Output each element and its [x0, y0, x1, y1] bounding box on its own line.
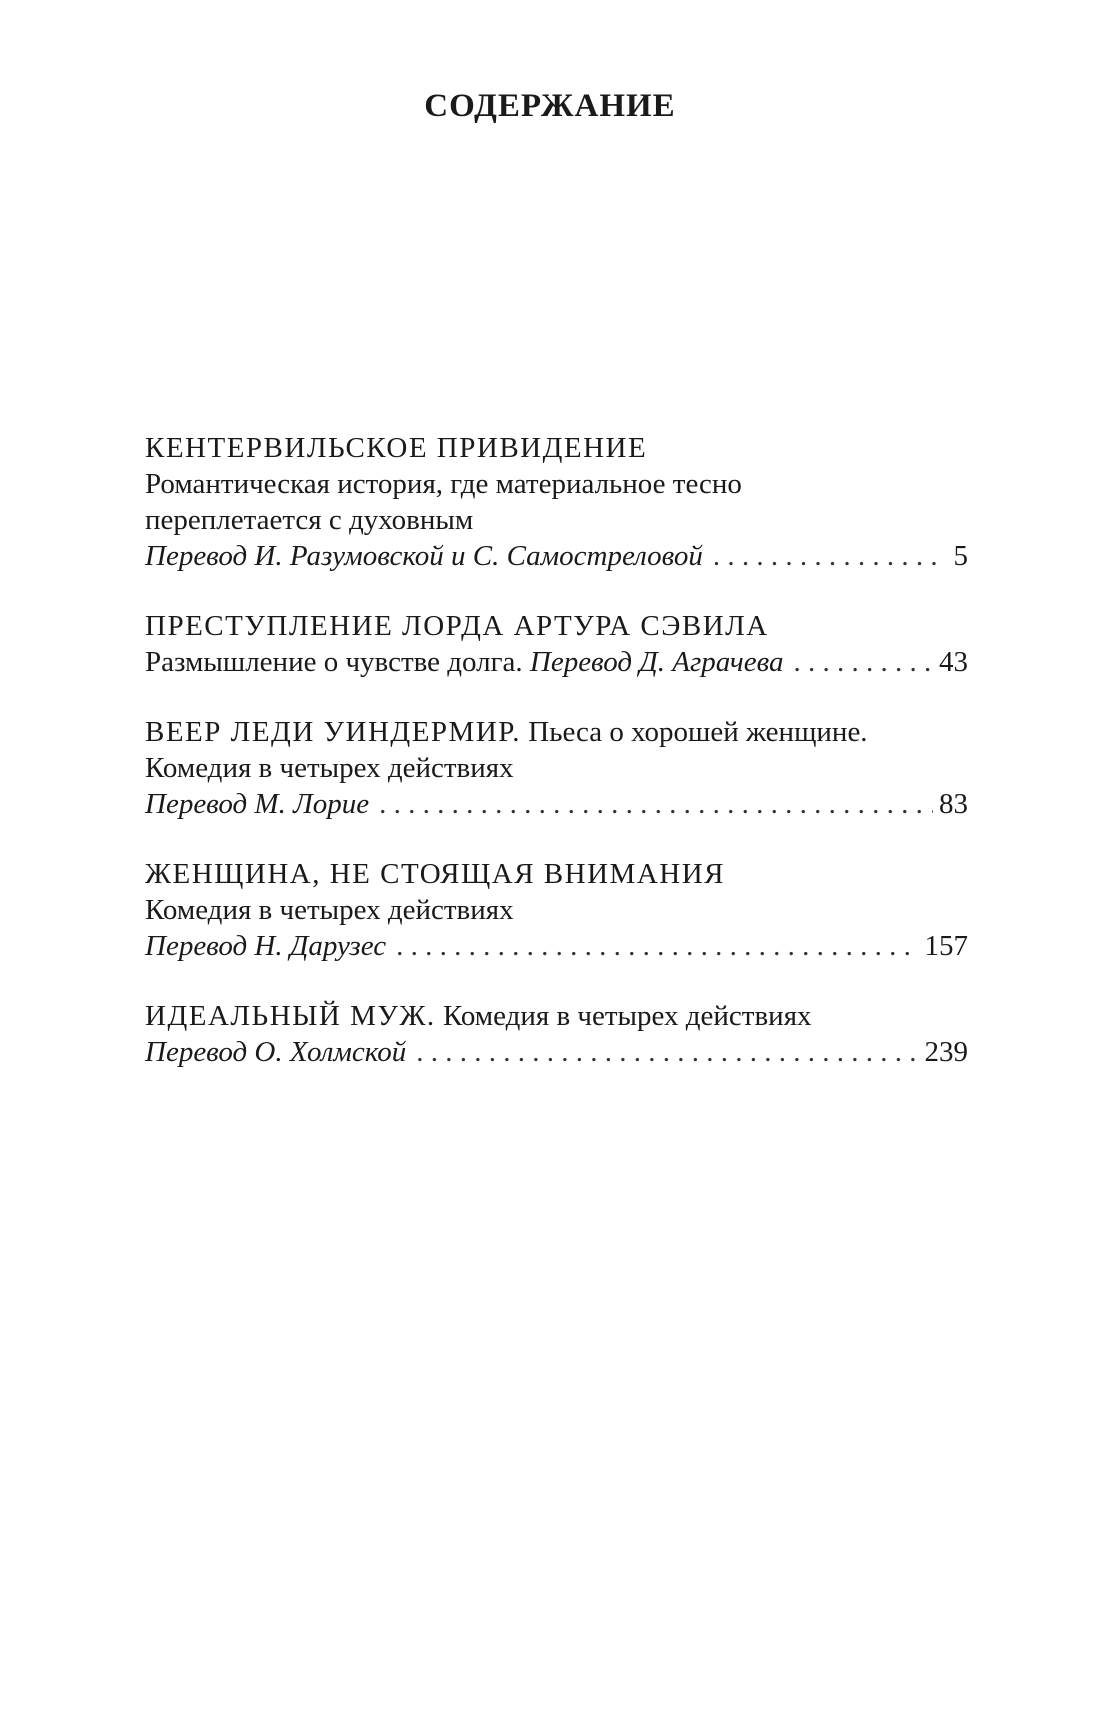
entry-subtitle-line: Комедия в четырех действиях — [145, 752, 514, 784]
translator-line — [145, 1034, 968, 1070]
translator-line — [145, 786, 968, 822]
page-number: 43 — [939, 646, 968, 678]
dot-leader — [396, 928, 918, 964]
translator-line — [145, 538, 968, 574]
entry-title: ПРЕСТУПЛЕНИЕ ЛОРДА АРТУРА СЭВИЛА — [145, 610, 769, 642]
entry-title: ИДЕАЛЬНЫЙ МУЖ. — [145, 1000, 436, 1032]
entry-title: ЖЕНЩИНА, НЕ СТОЯЩАЯ ВНИМАНИЯ — [145, 858, 725, 890]
entry-title-suffix: Комедия в четырех действиях — [442, 1000, 812, 1032]
entry-title-line — [145, 998, 968, 1034]
entry-title: ВЕЕР ЛЕДИ УИНДЕРМИР. — [145, 716, 522, 748]
translator: Перевод О. Холмской — [145, 1036, 407, 1068]
translator-line — [145, 644, 968, 680]
entry-title-suffix: Пьеса о хорошей женщине. — [528, 716, 868, 748]
toc-entry-ideal-husband[interactable] — [145, 998, 968, 1070]
page-number: 83 — [939, 788, 968, 820]
toc-entry-canterville-ghost[interactable] — [145, 430, 968, 574]
dot-leader — [379, 786, 933, 822]
translator: Перевод Н. Дарузес — [145, 930, 387, 962]
page-number: 5 — [953, 540, 968, 572]
toc-entry-woman-no-importance[interactable] — [145, 856, 968, 964]
entry-subtitle: Размышление о чувстве долга. — [145, 646, 523, 678]
dot-leader — [713, 538, 942, 574]
entry-subtitle-line: Романтическая история, где материальное тесно — [145, 468, 742, 500]
translator — [523, 644, 784, 680]
page-number: 239 — [924, 1036, 968, 1068]
dot-leader — [794, 644, 934, 680]
page-number: 157 — [924, 930, 968, 962]
dot-leader — [416, 1034, 918, 1070]
toc-entry-lord-arthur-savile[interactable] — [145, 608, 968, 680]
page-title: СОДЕРЖАНИЕ — [424, 88, 676, 124]
entry-subtitle-line: Комедия в четырех действиях — [145, 894, 514, 926]
table-of-contents — [145, 430, 968, 1104]
toc-entry-lady-windermere[interactable] — [145, 714, 968, 822]
translator-line — [145, 928, 968, 964]
translator: Перевод И. Разумовской и С. Самостреловой — [145, 540, 703, 572]
translator-name: Перевод Д. Аграчева — [529, 646, 784, 678]
entry-title: КЕНТЕРВИЛЬСКОЕ ПРИВИДЕНИЕ — [145, 432, 648, 464]
entry-subtitle-line: переплетается с духовным — [145, 504, 474, 536]
translator: Перевод М. Лорие — [145, 788, 370, 820]
entry-title-line — [145, 714, 968, 750]
